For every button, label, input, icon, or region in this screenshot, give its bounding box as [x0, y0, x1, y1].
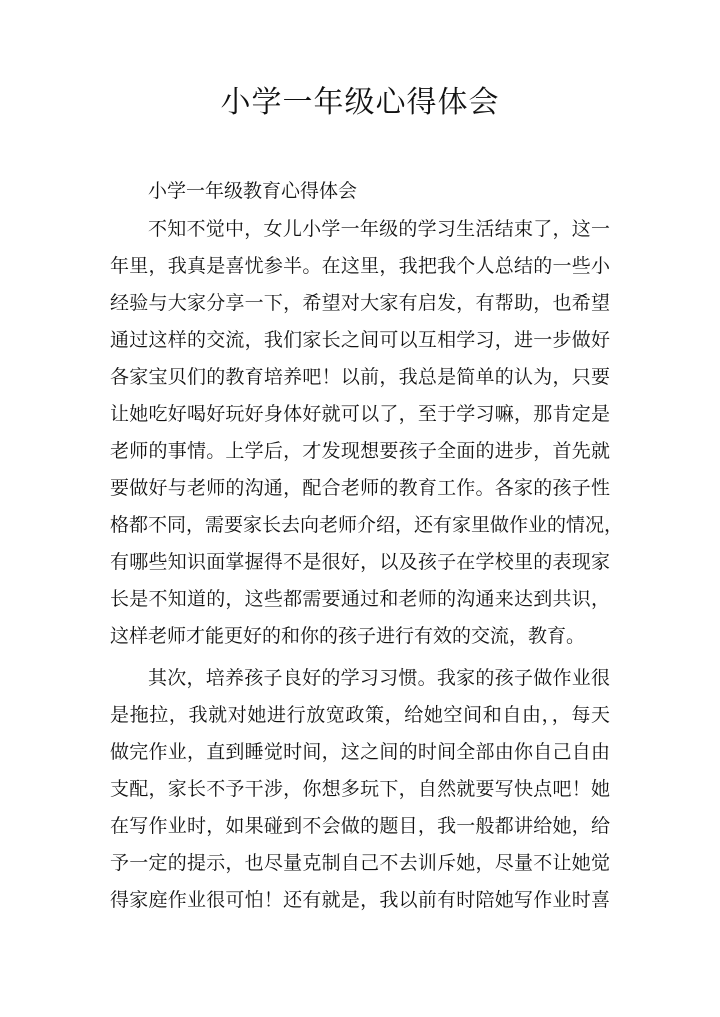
paragraph-1-line-6: 让她吃好喝好玩好身体好就可以了，至于学习嘛，那肯定是	[110, 403, 610, 425]
paragraph-2-line-2: 是拖拉，我就对她进行放宽政策，给她空间和自由，，每天	[110, 704, 610, 726]
paragraph-2-line-4: 支配，家长不予干涉，你想多玩下，自然就要写快点吧！她	[110, 778, 610, 800]
document-subtitle: 小学一年级教育心得体会	[148, 180, 358, 202]
paragraph-1-line-2: 年里，我真是喜忧参半。在这里，我把我个人总结的一些小	[110, 255, 610, 277]
paragraph-1-line-8: 要做好与老师的沟通，配合老师的教育工作。各家的孩子性	[110, 477, 610, 499]
document-body	[110, 211, 624, 919]
paragraph-1-line-1: 不知不觉中，女儿小学一年级的学习生活结束了，这一	[148, 218, 610, 240]
paragraph-1-line-5: 各家宝贝们的教育培养吧！以前，我总是简单的认为，只要	[110, 366, 610, 388]
paragraph-1-line-11: 长是不知道的，这些都需要通过和老师的沟通来达到共识，	[110, 588, 610, 610]
paragraph-1-line-3: 经验与大家分享一下，希望对大家有启发，有帮助，也希望	[110, 292, 610, 314]
paragraph-1-line-9: 格都不同，需要家长去向老师介绍，还有家里做作业的情况，	[110, 514, 624, 536]
paragraph-2-line-1: 其次，培养孩子良好的学习习惯。我家的孩子做作业很	[148, 667, 610, 689]
paragraph-1-line-7: 老师的事情。上学后，才发现想要孩子全面的进步，首先就	[110, 440, 610, 462]
paragraph-2-line-6: 予一定的提示，也尽量克制自己不去训斥她，尽量不让她觉	[110, 852, 610, 874]
paragraph-1-line-12: 这样老师才能更好的和你的孩子进行有效的交流，教育。	[110, 625, 586, 647]
paragraph-1-line-4: 通过这样的交流，我们家长之间可以互相学习，进一步做好	[110, 329, 610, 351]
paragraph-2-line-7: 得家庭作业很可怕！还有就是，我以前有时陪她写作业时喜	[110, 889, 610, 911]
document-title: 小学一年级心得体会	[220, 85, 500, 120]
paragraph-1-line-10: 有哪些知识面掌握得不是很好，以及孩子在学校里的表现家	[110, 551, 610, 573]
paragraph-2-line-3: 做完作业，直到睡觉时间，这之间的时间全部由你自己自由	[110, 741, 610, 763]
paragraph-2-line-5: 在写作业时，如果碰到不会做的题目，我一般都讲给她，给	[110, 815, 610, 837]
